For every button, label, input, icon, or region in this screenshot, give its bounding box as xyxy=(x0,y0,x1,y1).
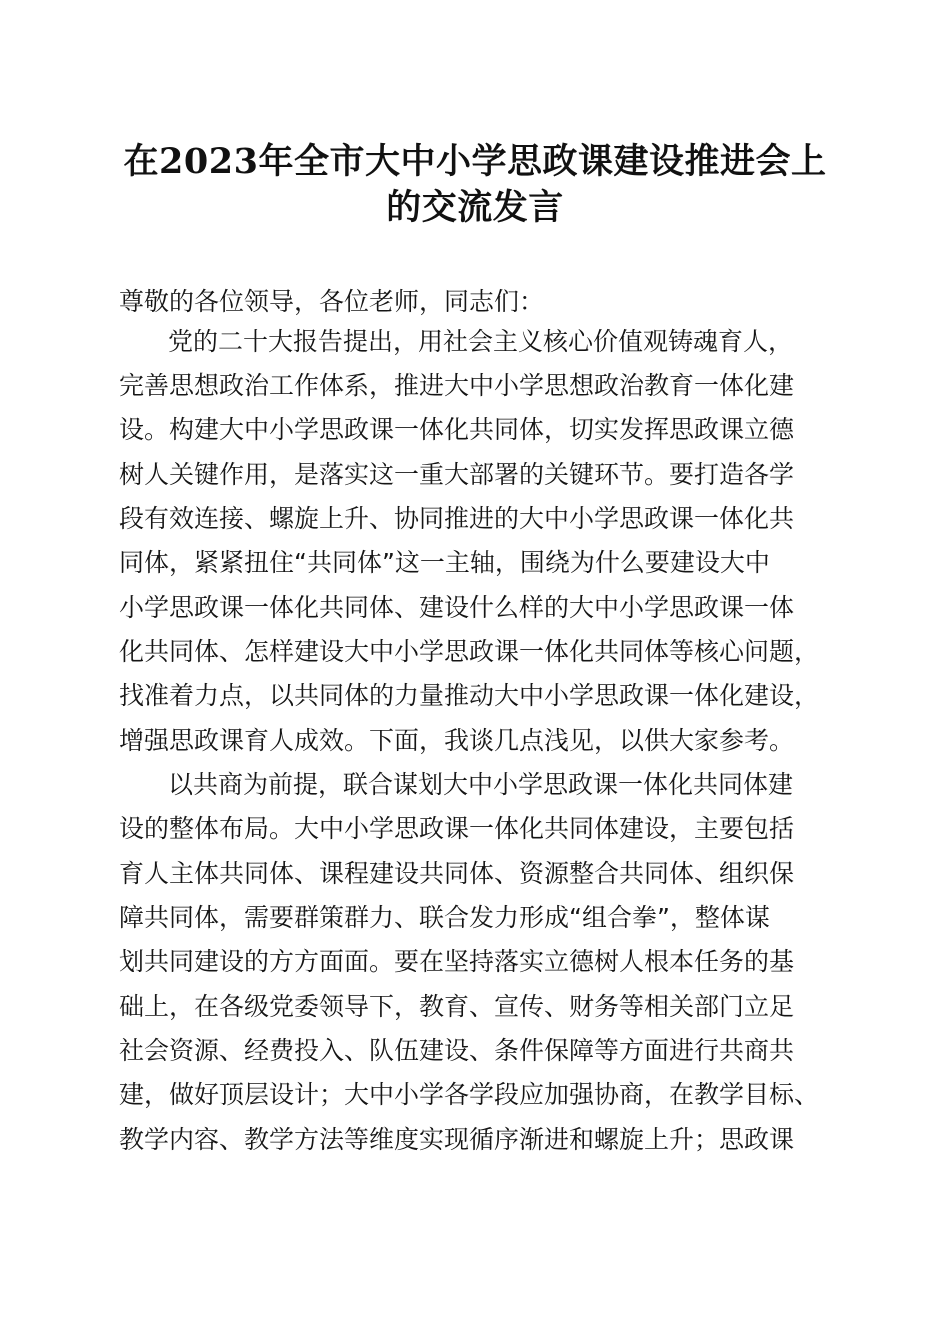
paragraph-line: 以共商为前提，联合谋划大中小学思政课一体化共同体建 xyxy=(168,770,794,799)
paragraph-line: 同体，紧紧扭住“共同体”这一主轴，围绕为什么要建设大中 xyxy=(119,548,770,577)
salutation: 尊敬的各位领导，各位老师，同志们： xyxy=(119,287,545,316)
paragraph-line: 教学内容、教学方法等维度实现循序渐进和螺旋上升；思政课 xyxy=(119,1125,795,1154)
paragraph-line: 础上，在各级党委领导下，教育、宣传、财务等相关部门立足 xyxy=(119,992,795,1021)
paragraph-line: 育人主体共同体、课程建设共同体、资源整合共同体、组织保 xyxy=(119,859,795,888)
paragraph-line: 化共同体、怎样建设大中小学思政课一体化共同体等核心问题， xyxy=(119,637,820,666)
paragraph-line: 障共同体，需要群策群力、联合发力形成“组合拳”，整体谋 xyxy=(119,903,770,932)
document-title-line-2: 的交流发言 xyxy=(386,187,564,228)
document-title-line-1: 在2023年全市大中小学思政课建设推进会上 xyxy=(123,141,827,182)
paragraph-line: 完善思想政治工作体系，推进大中小学思想政治教育一体化建 xyxy=(119,371,795,400)
paragraph-line: 找准着力点，以共同体的力量推动大中小学思政课一体化建设， xyxy=(119,681,820,710)
paragraph-line: 设的整体布局。大中小学思政课一体化共同体建设，主要包括 xyxy=(119,814,795,843)
paragraph-line: 小学思政课一体化共同体、建设什么样的大中小学思政课一体 xyxy=(119,593,795,622)
paragraph-line: 增强思政课育人成效。下面，我谈几点浅见，以供大家参考。 xyxy=(119,726,795,755)
paragraph-line: 建，做好顶层设计；大中小学各学段应加强协商，在教学目标、 xyxy=(119,1080,820,1109)
paragraph-line: 段有效连接、螺旋上升、协同推进的大中小学思政课一体化共 xyxy=(119,504,795,533)
paragraph-line: 社会资源、经费投入、队伍建设、条件保障等方面进行共商共 xyxy=(119,1036,795,1065)
paragraph-line: 树人关键作用，是落实这一重大部署的关键环节。要打造各学 xyxy=(119,460,795,489)
paragraph-line: 党的二十大报告提出，用社会主义核心价值观铸魂育人， xyxy=(168,327,794,356)
paragraph-line: 设。构建大中小学思政课一体化共同体，切实发挥思政课立德 xyxy=(119,415,795,444)
paragraph-line: 划共同建设的方方面面。要在坚持落实立德树人根本任务的基 xyxy=(119,947,795,976)
